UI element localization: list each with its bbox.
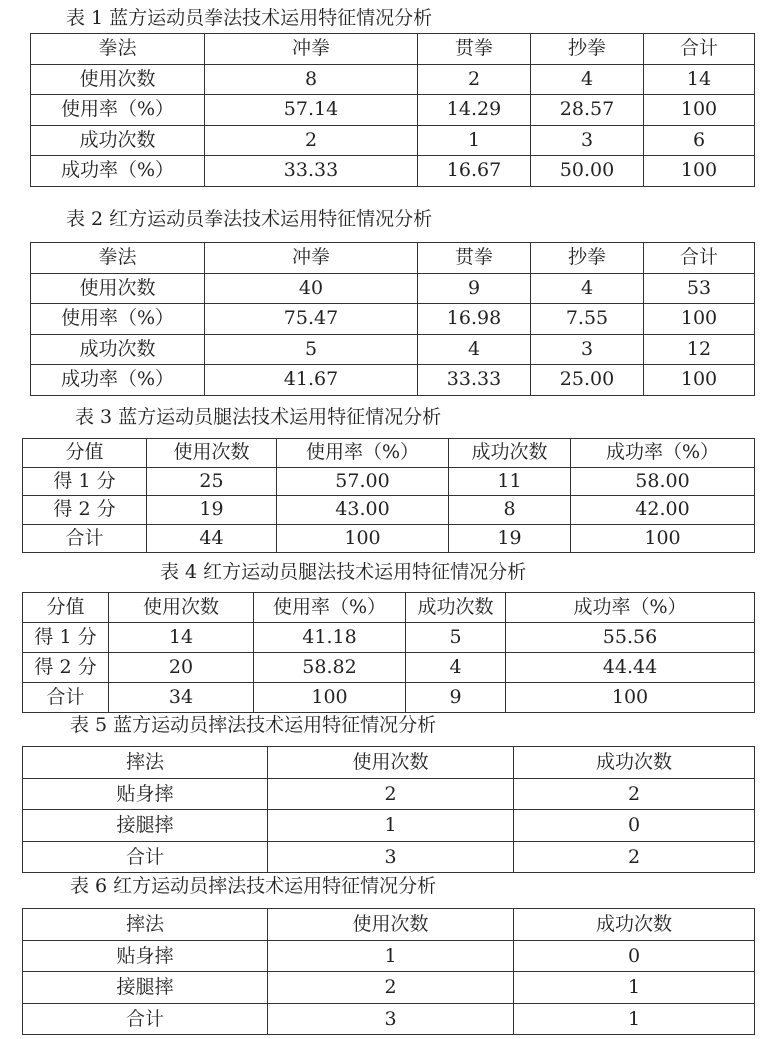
table-cell: 16.67 (418, 156, 531, 187)
table-cell: 合计 (23, 1003, 268, 1035)
table-cell: 44.44 (506, 653, 755, 683)
table-cell: 得 2 分 (23, 496, 147, 525)
table-cell: 9 (406, 683, 506, 713)
table-cell: 贴身摔 (23, 940, 268, 972)
table-cell: 6 (644, 125, 755, 156)
table-row (31, 243, 755, 274)
table-cell: 14 (644, 64, 755, 95)
table-4 (22, 592, 755, 713)
table-cell: 2 (418, 64, 531, 95)
table-cell: 使用率（%） (31, 95, 205, 126)
table-row (31, 64, 755, 95)
table-cell: 100 (277, 524, 449, 553)
table-cell: 100 (644, 156, 755, 187)
table-cell: 9 (418, 273, 531, 304)
table-cell: 贴身摔 (23, 778, 268, 810)
table-row (31, 34, 755, 65)
table-cell: 8 (205, 64, 418, 95)
table-cell: 2 (514, 841, 755, 873)
table-cell: 34 (109, 683, 254, 713)
table-row (23, 439, 755, 468)
header-cell: 成功次数 (449, 439, 571, 468)
table-cell: 5 (406, 623, 506, 653)
table-cell: 1 (514, 972, 755, 1004)
table-cell: 成功次数 (31, 125, 205, 156)
table-cell: 100 (644, 304, 755, 335)
table-5-caption: 表 5 蓝方运动员摔法技术运用特征情况分析 (70, 714, 437, 736)
header-cell: 合计 (644, 243, 755, 274)
table-cell: 得 2 分 (23, 653, 109, 683)
table-cell: 0 (514, 810, 755, 842)
table-cell: 合计 (23, 683, 109, 713)
table-row (31, 95, 755, 126)
table-cell: 接腿摔 (23, 810, 268, 842)
table-cell: 100 (644, 95, 755, 126)
table-4-caption: 表 4 红方运动员腿法技术运用特征情况分析 (160, 561, 527, 583)
table-cell: 12 (644, 334, 755, 365)
header-cell: 摔法 (23, 747, 268, 779)
table-cell: 40 (205, 273, 418, 304)
table-cell: 3 (531, 125, 644, 156)
table-cell: 57.14 (205, 95, 418, 126)
table-cell: 100 (254, 683, 406, 713)
table-row (23, 940, 755, 972)
table-cell: 53 (644, 273, 755, 304)
table-cell: 58.82 (254, 653, 406, 683)
header-cell: 成功次数 (514, 747, 755, 779)
header-cell: 使用率（%） (254, 593, 406, 623)
table-cell: 25 (147, 467, 277, 496)
table-row (31, 365, 755, 396)
table-row (23, 972, 755, 1004)
table-cell: 44 (147, 524, 277, 553)
header-cell: 使用率（%） (277, 439, 449, 468)
table-cell: 合计 (23, 841, 268, 873)
table-row (23, 909, 755, 941)
table-row (31, 273, 755, 304)
table-cell: 1 (268, 810, 514, 842)
table-row (23, 683, 755, 713)
table-row (23, 467, 755, 496)
header-cell: 分值 (23, 439, 147, 468)
header-cell: 使用次数 (268, 747, 514, 779)
table-cell: 3 (268, 841, 514, 873)
header-cell: 拳法 (31, 243, 205, 274)
table-cell: 合计 (23, 524, 147, 553)
table-5 (22, 746, 755, 873)
table-cell: 得 1 分 (23, 467, 147, 496)
table-cell: 1 (268, 940, 514, 972)
table-cell: 75.47 (205, 304, 418, 335)
table-cell: 4 (531, 64, 644, 95)
table-row (31, 334, 755, 365)
table-3-caption: 表 3 蓝方运动员腿法技术运用特征情况分析 (75, 406, 442, 428)
table-cell: 2 (268, 972, 514, 1004)
table-row (23, 747, 755, 779)
table-cell: 55.56 (506, 623, 755, 653)
table-row (23, 524, 755, 553)
table-cell: 1 (418, 125, 531, 156)
table-cell: 11 (449, 467, 571, 496)
header-cell: 成功率（%） (571, 439, 755, 468)
header-cell: 贯拳 (418, 243, 531, 274)
header-cell: 成功率（%） (506, 593, 755, 623)
table-cell: 41.18 (254, 623, 406, 653)
table-row (23, 1003, 755, 1035)
table-cell: 3 (531, 334, 644, 365)
header-cell: 摔法 (23, 909, 268, 941)
table-cell: 成功率（%） (31, 365, 205, 396)
header-cell: 合计 (644, 34, 755, 65)
table-cell: 接腿摔 (23, 972, 268, 1004)
header-cell: 使用次数 (268, 909, 514, 941)
table-cell: 19 (147, 496, 277, 525)
header-cell: 成功次数 (406, 593, 506, 623)
header-cell: 分值 (23, 593, 109, 623)
table-row (31, 156, 755, 187)
table-cell: 3 (268, 1003, 514, 1035)
table-cell: 成功率（%） (31, 156, 205, 187)
table-row (23, 593, 755, 623)
table-row (31, 304, 755, 335)
table-cell: 16.98 (418, 304, 531, 335)
table-row (23, 623, 755, 653)
header-cell: 抄拳 (531, 243, 644, 274)
table-cell: 100 (644, 365, 755, 396)
table-cell: 50.00 (531, 156, 644, 187)
table-cell: 5 (205, 334, 418, 365)
table-cell: 使用次数 (31, 273, 205, 304)
table-cell: 14 (109, 623, 254, 653)
header-cell: 冲拳 (205, 34, 418, 65)
table-cell: 33.33 (418, 365, 531, 396)
table-cell: 33.33 (205, 156, 418, 187)
table-cell: 得 1 分 (23, 623, 109, 653)
table-cell: 4 (418, 334, 531, 365)
table-cell: 2 (205, 125, 418, 156)
table-1 (30, 33, 755, 187)
table-cell: 0 (514, 940, 755, 972)
table-cell: 14.29 (418, 95, 531, 126)
table-cell: 41.67 (205, 365, 418, 396)
table-cell: 58.00 (571, 467, 755, 496)
table-cell: 100 (506, 683, 755, 713)
table-cell: 7.55 (531, 304, 644, 335)
table-cell: 使用率（%） (31, 304, 205, 335)
table-cell: 20 (109, 653, 254, 683)
table-row (31, 125, 755, 156)
table-cell: 4 (531, 273, 644, 304)
table-cell: 42.00 (571, 496, 755, 525)
header-cell: 冲拳 (205, 243, 418, 274)
table-row (23, 841, 755, 873)
header-cell: 拳法 (31, 34, 205, 65)
table-row (23, 653, 755, 683)
table-cell: 2 (514, 778, 755, 810)
table-cell: 1 (514, 1003, 755, 1035)
table-cell: 100 (571, 524, 755, 553)
table-6 (22, 908, 755, 1035)
table-3 (22, 438, 755, 553)
table-row (23, 810, 755, 842)
table-2 (30, 242, 755, 396)
table-2-caption: 表 2 红方运动员拳法技术运用特征情况分析 (66, 208, 433, 230)
table-1-caption: 表 1 蓝方运动员拳法技术运用特征情况分析 (66, 7, 433, 29)
table-cell: 28.57 (531, 95, 644, 126)
table-cell: 57.00 (277, 467, 449, 496)
table-cell: 43.00 (277, 496, 449, 525)
header-cell: 抄拳 (531, 34, 644, 65)
table-row (23, 778, 755, 810)
header-cell: 使用次数 (147, 439, 277, 468)
table-6-caption: 表 6 红方运动员摔法技术运用特征情况分析 (70, 875, 437, 897)
header-cell: 贯拳 (418, 34, 531, 65)
table-cell: 25.00 (531, 365, 644, 396)
table-cell: 4 (406, 653, 506, 683)
table-row (23, 496, 755, 525)
table-cell: 8 (449, 496, 571, 525)
table-cell: 2 (268, 778, 514, 810)
header-cell: 使用次数 (109, 593, 254, 623)
table-cell: 成功次数 (31, 334, 205, 365)
header-cell: 成功次数 (514, 909, 755, 941)
table-cell: 19 (449, 524, 571, 553)
table-cell: 使用次数 (31, 64, 205, 95)
